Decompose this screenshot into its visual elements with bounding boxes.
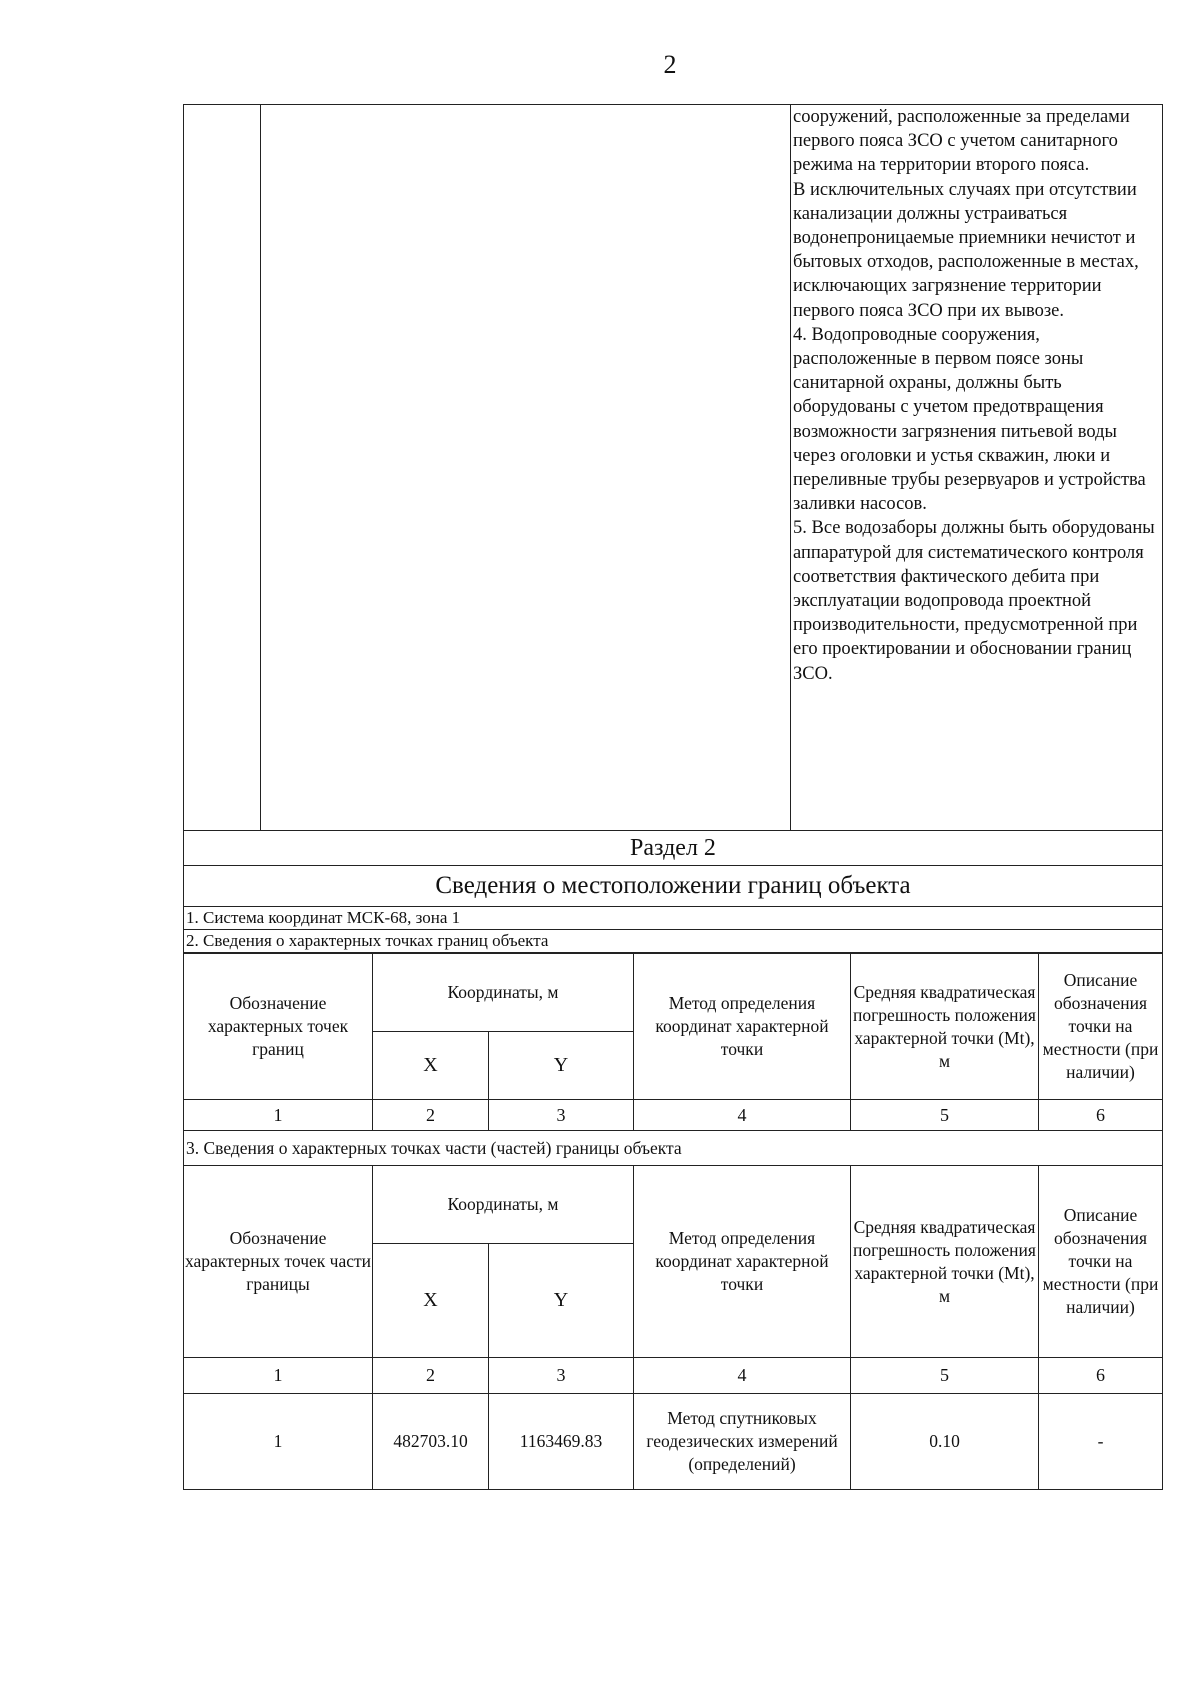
column-number: 3 xyxy=(489,1100,634,1131)
column-number: 6 xyxy=(1039,1100,1163,1131)
column-number: 4 xyxy=(634,1100,851,1131)
section-header-table xyxy=(183,831,1163,953)
requirements-paragraph: 5. Все водозаборы должны быть оборудованы аппаратурой для систематического контроля соответствия фактического дебита при эксплуатации водопровода проектной производительности, предусмотренной при его проектировании и обосновании границ ЗСО. xyxy=(793,518,1155,684)
requirements-table xyxy=(183,104,1163,831)
header-coords: Координаты, м xyxy=(373,954,634,1032)
requirements-paragraph: В исключительных случаях при отсутствии канализации должны устраиваться водонепроницаемые приемники нечистот и бытовых отходов, расположенные в местах, исключающих загрязнение территории первого пояса ЗСО при их вывозе. xyxy=(793,179,1139,321)
header-designation: Обозначение характерных точек части границы xyxy=(184,1166,373,1358)
document-frame xyxy=(183,104,1163,1490)
requirements-text-cell xyxy=(791,105,1163,831)
section-title: Раздел 2 xyxy=(184,831,1163,866)
column-number: 5 xyxy=(851,1100,1039,1131)
boundary-points-table xyxy=(183,953,1163,1490)
header-error: Средняя квадратическая погрешность положения характерной точки (Mt), м xyxy=(851,1166,1039,1358)
column-number: 4 xyxy=(634,1358,851,1394)
cell-y: 1163469.83 xyxy=(489,1394,634,1490)
table-row xyxy=(184,1394,1163,1490)
header-description: Описание обозначения точки на местности (при наличии) xyxy=(1039,1166,1163,1358)
section-subtitle: Сведения о местоположении границ объекта xyxy=(184,866,1163,907)
coord-system: 1. Система координат МСК-68, зона 1 xyxy=(184,907,1163,930)
requirements-paragraph: 4. Водопроводные сооружения, расположенные в первом поясе зоны санитарной охраны, должны быть оборудованы с учетом предотвращения возможности загрязнения питьевой воды через оголовки и устья скважин, люки и переливные трубы резервуаров и устройства заливки насосов. xyxy=(793,324,1146,515)
header-y: Y xyxy=(489,1032,634,1100)
header-description: Описание обозначения точки на местности (при наличии) xyxy=(1039,954,1163,1100)
cell-point: 1 xyxy=(184,1394,373,1490)
header-method: Метод определения координат характерной точки xyxy=(634,954,851,1100)
header-x: X xyxy=(373,1032,489,1100)
header-x: X xyxy=(373,1244,489,1358)
column-number: 1 xyxy=(184,1100,373,1131)
cell-description: - xyxy=(1039,1394,1163,1490)
header-method: Метод определения координат характерной точки xyxy=(634,1166,851,1358)
points-section-title: 2. Сведения о характерных точках границ объекта xyxy=(184,930,1163,953)
cell-x: 482703.10 xyxy=(373,1394,489,1490)
column-number: 3 xyxy=(489,1358,634,1394)
header-error: Средняя квадратическая погрешность положения характерной точки (Mt), м xyxy=(851,954,1039,1100)
empty-cell-1 xyxy=(184,105,261,831)
header-designation: Обозначение характерных точек границ xyxy=(184,954,373,1100)
requirements-paragraph: сооружений, расположенные за пределами первого пояса ЗСО с учетом санитарного режима на территории второго пояса. xyxy=(793,107,1130,176)
cell-error: 0.10 xyxy=(851,1394,1039,1490)
column-number: 2 xyxy=(373,1358,489,1394)
page-number: 2 xyxy=(663,50,677,79)
header-coords: Координаты, м xyxy=(373,1166,634,1244)
column-number: 1 xyxy=(184,1358,373,1394)
header-y: Y xyxy=(489,1244,634,1358)
part-points-section-title: 3. Сведения о характерных точках части (частей) границы объекта xyxy=(184,1131,1163,1166)
cell-method: Метод спутниковых геодезических измерений (определений) xyxy=(634,1394,851,1490)
column-number: 2 xyxy=(373,1100,489,1131)
column-number: 5 xyxy=(851,1358,1039,1394)
column-number: 6 xyxy=(1039,1358,1163,1394)
empty-cell-2 xyxy=(261,105,791,831)
